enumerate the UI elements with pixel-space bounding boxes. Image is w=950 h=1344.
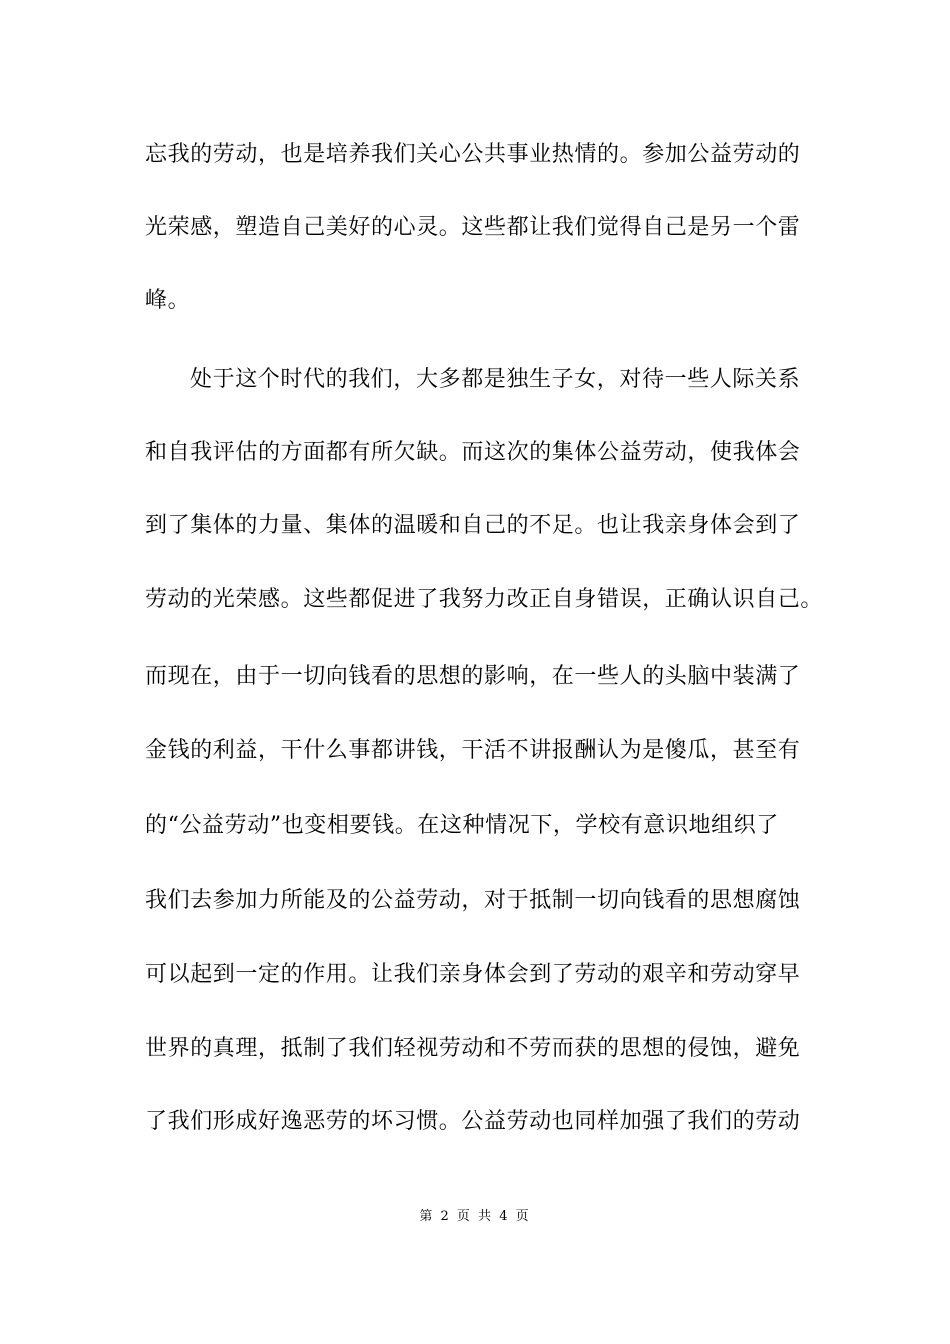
text-line-6: 到了集体的力量、集体的温暖和自己的不足。也让我亲身体会到了	[145, 513, 801, 538]
text-line-13: 世界的真理，抵制了我们轻视劳动和不劳而获的思想的侵蚀，避免	[145, 1036, 801, 1061]
text-line-14: 了我们形成好逸恶劳的坏习惯。公益劳动也同样加强了我们的劳动	[145, 1109, 801, 1134]
page-number-label: 第 2 页 共 4 页	[419, 1209, 531, 1224]
text-line-1: 忘我的劳动，也是培养我们关心公共事业热情的。参加公益劳动的	[145, 142, 801, 167]
text-line-4: 处于这个时代的我们，大多都是独生子女，对待一些人际关系	[190, 367, 801, 392]
text-line-12: 可以起到一定的作用。让我们亲身体会到了劳动的艰辛和劳动穿早	[145, 962, 801, 987]
text-line-3: 峰。	[145, 288, 191, 313]
text-line-8: 而现在，由于一切向钱看的思想的影响，在一些人的头脑中装满了	[145, 664, 801, 689]
text-line-5: 和自我评估的方面都有所欠缺。而这次的集体公益劳动，使我体会	[145, 440, 801, 465]
text-line-2: 光荣感，塑造自己美好的心灵。这些都让我们觉得自己是另一个雷	[145, 215, 801, 240]
page-footer	[0, 1208, 950, 1226]
text-line-7: 劳动的光荣感。这些都促进了我努力改正自身错误，正确认识自己。	[145, 587, 824, 612]
text-line-9: 金钱的利益，干什么事都讲钱，干活不讲报酬认为是傻瓜，甚至有	[145, 738, 801, 763]
text-line-10: 的“公益劳动”也变相要钱。在这种情况下，学校有意识地组织了	[145, 813, 779, 838]
text-line-11: 我们去参加力所能及的公益劳动，对于抵制一切向钱看的思想腐蚀	[145, 888, 801, 913]
